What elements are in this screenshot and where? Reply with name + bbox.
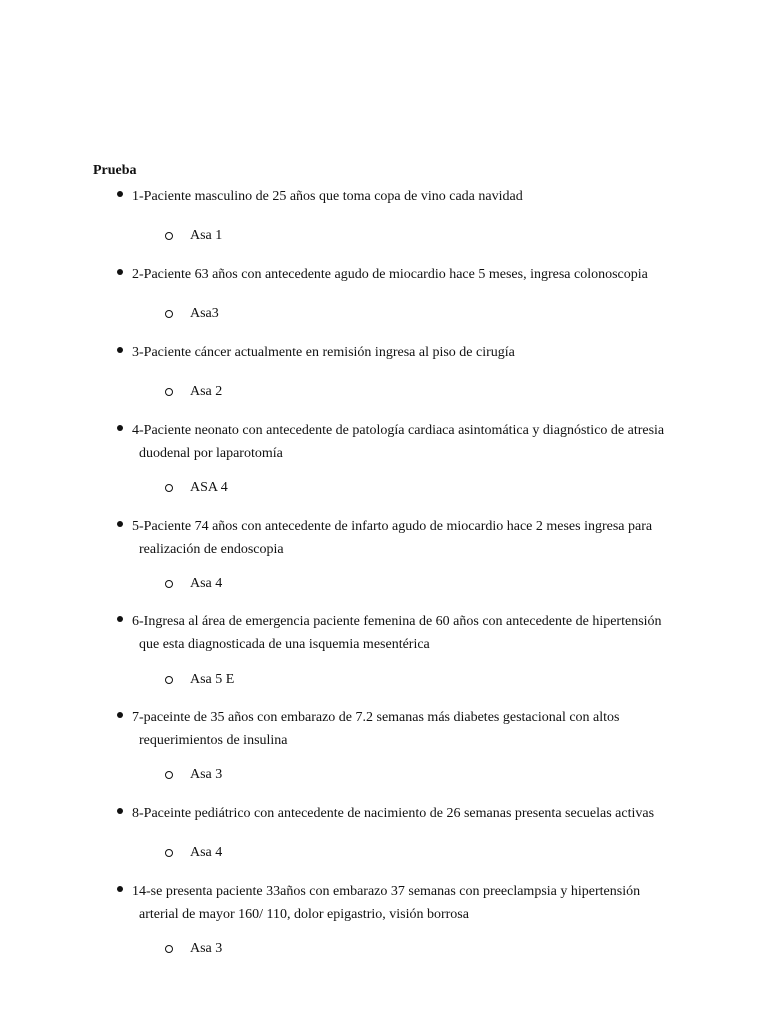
bullet-icon [117, 886, 123, 892]
question-text: 5-Paciente 74 años con antecedente de infarto agudo de miocardio hace 2 meses ingresa para realización de endoscopia [132, 519, 653, 557]
hollow-circle-bullet-icon [165, 310, 173, 318]
hollow-circle-bullet-icon [165, 771, 173, 779]
hollow-circle-bullet-icon [165, 388, 173, 396]
question-text: 8-Paceinte pediátrico con antecedente de nacimiento de 26 semanas presenta secuelas activas [132, 806, 655, 821]
question-text: 2-Paciente 63 años con antecedente agudo de miocardio hace 5 meses, ingresa colonoscopia [132, 267, 648, 282]
question-text: 14-se presenta paciente 33años con embarazo 37 semanas con preeclampsia y hipertensión arterial de mayor 160/ 110, dolor epigastrio, visión borrosa [132, 884, 641, 922]
answer-text: Asa 1 [190, 228, 223, 243]
bullet-icon [117, 616, 123, 622]
hollow-circle-bullet-icon [165, 484, 173, 492]
hollow-circle-bullet-icon [165, 676, 173, 684]
question-text: 3-Paciente cáncer actualmente en remisión ingresa al piso de cirugía [132, 345, 515, 360]
answer-text: Asa 5 E [190, 672, 235, 687]
hollow-circle-bullet-icon [165, 849, 173, 857]
page-title: Prueba [93, 163, 137, 178]
question-text: 7-paceinte de 35 años con embarazo de 7.2 semanas más diabetes gestacional con altos requerimientos de insulina [132, 710, 620, 748]
bullet-icon [117, 425, 123, 431]
bullet-icon [117, 712, 123, 718]
question-text: 4-Paciente neonato con antecedente de patología cardiaca asintomática y diagnóstico de atresia duodenal por laparotomía [132, 423, 665, 461]
bullet-icon [117, 347, 123, 353]
answer-text: Asa3 [190, 306, 219, 321]
question-text: 6-Ingresa al área de emergencia paciente femenina de 60 años con antecedente de hipertensión que esta diagnosticada de una isquemia mesentérica [132, 614, 662, 652]
answer-text: Asa 3 [190, 767, 223, 782]
answer-text: Asa 3 [190, 941, 223, 956]
hollow-circle-bullet-icon [165, 580, 173, 588]
hollow-circle-bullet-icon [165, 945, 173, 953]
answer-text: Asa 2 [190, 384, 223, 399]
hollow-circle-bullet-icon [165, 232, 173, 240]
question-text: 1-Paciente masculino de 25 años que toma copa de vino cada navidad [132, 189, 523, 204]
bullet-icon [117, 269, 123, 275]
answer-text: Asa 4 [190, 576, 223, 591]
bullet-icon [117, 521, 123, 527]
bullet-icon [117, 191, 123, 197]
answer-text: Asa 4 [190, 845, 223, 860]
answer-text: ASA 4 [190, 480, 228, 495]
bullet-icon [117, 808, 123, 814]
